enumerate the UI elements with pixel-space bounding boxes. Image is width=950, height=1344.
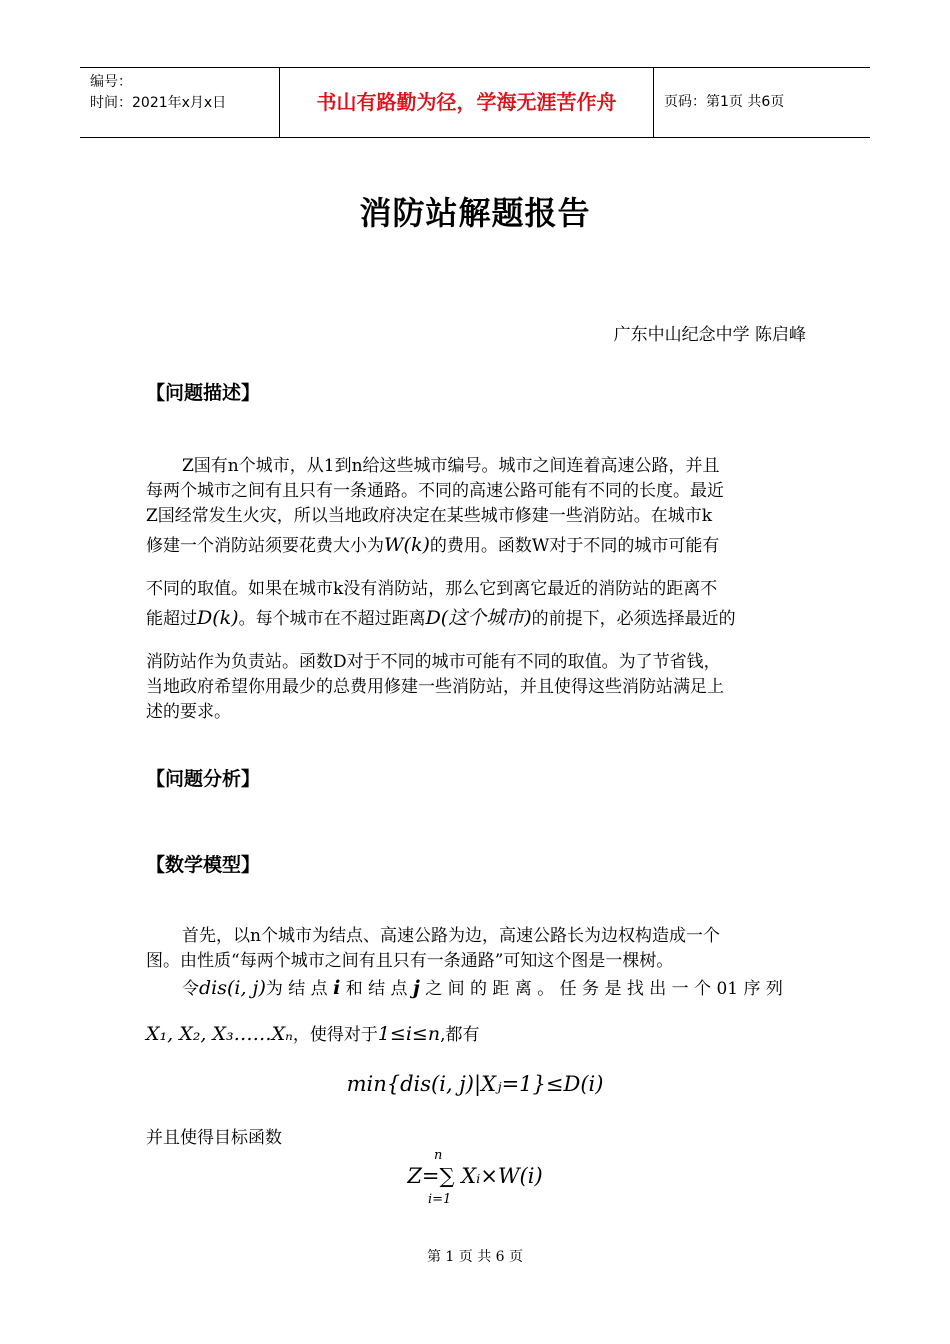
- formula-w-k: W(k): [384, 534, 430, 556]
- text-fragment: ,都有: [440, 1025, 480, 1045]
- text-fragment: 修建一个消防站须要花费大小为: [146, 536, 384, 556]
- desc-line-7: 消防站作为负责站。函数D对于不同的城市可能有不同的取值。为了节省钱，: [146, 652, 721, 672]
- document-title: 消防站解题报告: [359, 194, 591, 232]
- objective-intro: 并且使得目标函数: [146, 1128, 282, 1148]
- model-line-5: [146, 1126, 806, 1151]
- formula-j: j: [412, 977, 420, 999]
- formula-sequence: X₁, X₂, X₃……Xₙ: [146, 1023, 293, 1045]
- model-line-4: [146, 1022, 806, 1048]
- time-label: 时间：2021年x月x日: [90, 95, 227, 111]
- sum-upper-limit: n: [434, 1148, 443, 1163]
- number-label: 编号：: [90, 74, 132, 90]
- section-heading-model: 【数学模型】: [146, 854, 261, 876]
- motto: 书山有路勤为径，学海无涯苦作舟: [280, 68, 654, 137]
- text-fragment: 之 间 的 距 离 。 任 务 是 找 出 一 个 01 序 列: [419, 979, 783, 999]
- model-text: [146, 924, 806, 1048]
- desc-line-1: Z国有n个城市，从1到n给这些城市编号。城市之间连着高速公路，并且: [182, 456, 720, 476]
- section-heading-analysis: 【问题分析】: [146, 768, 261, 790]
- text-fragment: 的费用。函数W对于不同的城市可能有: [429, 536, 720, 556]
- text-fragment: 。每个城市在不超过距离: [238, 609, 426, 629]
- equation-objective: [0, 1164, 950, 1188]
- model-line-2: 图。由性质“每两个城市之间有且只有一条通路”可知这个图是一棵树。: [146, 951, 674, 971]
- formula-d-city: D(这个城市): [425, 607, 532, 629]
- desc-line-9: 述的要求。: [146, 702, 231, 722]
- page-label: 页码：第1页 共6页: [664, 94, 785, 110]
- formula-d-k: D(k): [197, 607, 239, 629]
- desc-line-4: [146, 533, 806, 559]
- header-table: [80, 67, 870, 138]
- problem-description: [146, 454, 806, 725]
- author: 广东中山纪念中学 陈启峰: [613, 325, 806, 345]
- text-fragment: 和 结 点: [340, 979, 413, 999]
- formula-dis: dis(i, j): [199, 977, 266, 999]
- desc-line-3: Z国经常发生火灾，所以当地政府决定在某些城市修建一些消防站。在城市k: [146, 506, 713, 526]
- desc-line-2: 每两个城市之间有且只有一条通路。不同的高速公路可能有不同的长度。最近: [146, 481, 724, 501]
- page-footer: 第 1 页 共 6 页: [426, 1249, 524, 1265]
- text-fragment: 的前提下，必须选择最近的: [531, 609, 736, 629]
- desc-line-8: 当地政府希望你用最少的总费用修建一些消防站，并且使得这些消防站满足上: [146, 677, 724, 697]
- equation-constraint-text: min{dis(i, j)|Xⱼ=1}≤D(i): [346, 1072, 604, 1096]
- formula-range: 1≤i≤n: [377, 1023, 441, 1045]
- desc-line-5: 不同的取值。如果在城市k没有消防站，那么它到离它最近的消防站的距离不: [146, 579, 718, 599]
- model-line-3: [146, 976, 806, 1002]
- formula-i: i: [333, 977, 341, 999]
- text-fragment: 为 结 点: [265, 979, 334, 999]
- text-fragment: 能超过: [146, 609, 197, 629]
- sum-lower-limit: i=1: [428, 1192, 452, 1207]
- equation-objective-text: Z=∑ Xᵢ×W(i): [407, 1164, 543, 1188]
- equation-constraint: [0, 1072, 950, 1096]
- section-heading-description: 【问题描述】: [146, 382, 261, 404]
- model-line-1: 首先，以n个城市为结点、高速公路为边，高速公路长为边权构造成一个: [182, 926, 720, 946]
- header-info-cell: [80, 68, 280, 137]
- desc-line-6: [146, 606, 806, 632]
- text-fragment: 令: [182, 979, 199, 999]
- text-fragment: ，使得对于: [292, 1025, 378, 1045]
